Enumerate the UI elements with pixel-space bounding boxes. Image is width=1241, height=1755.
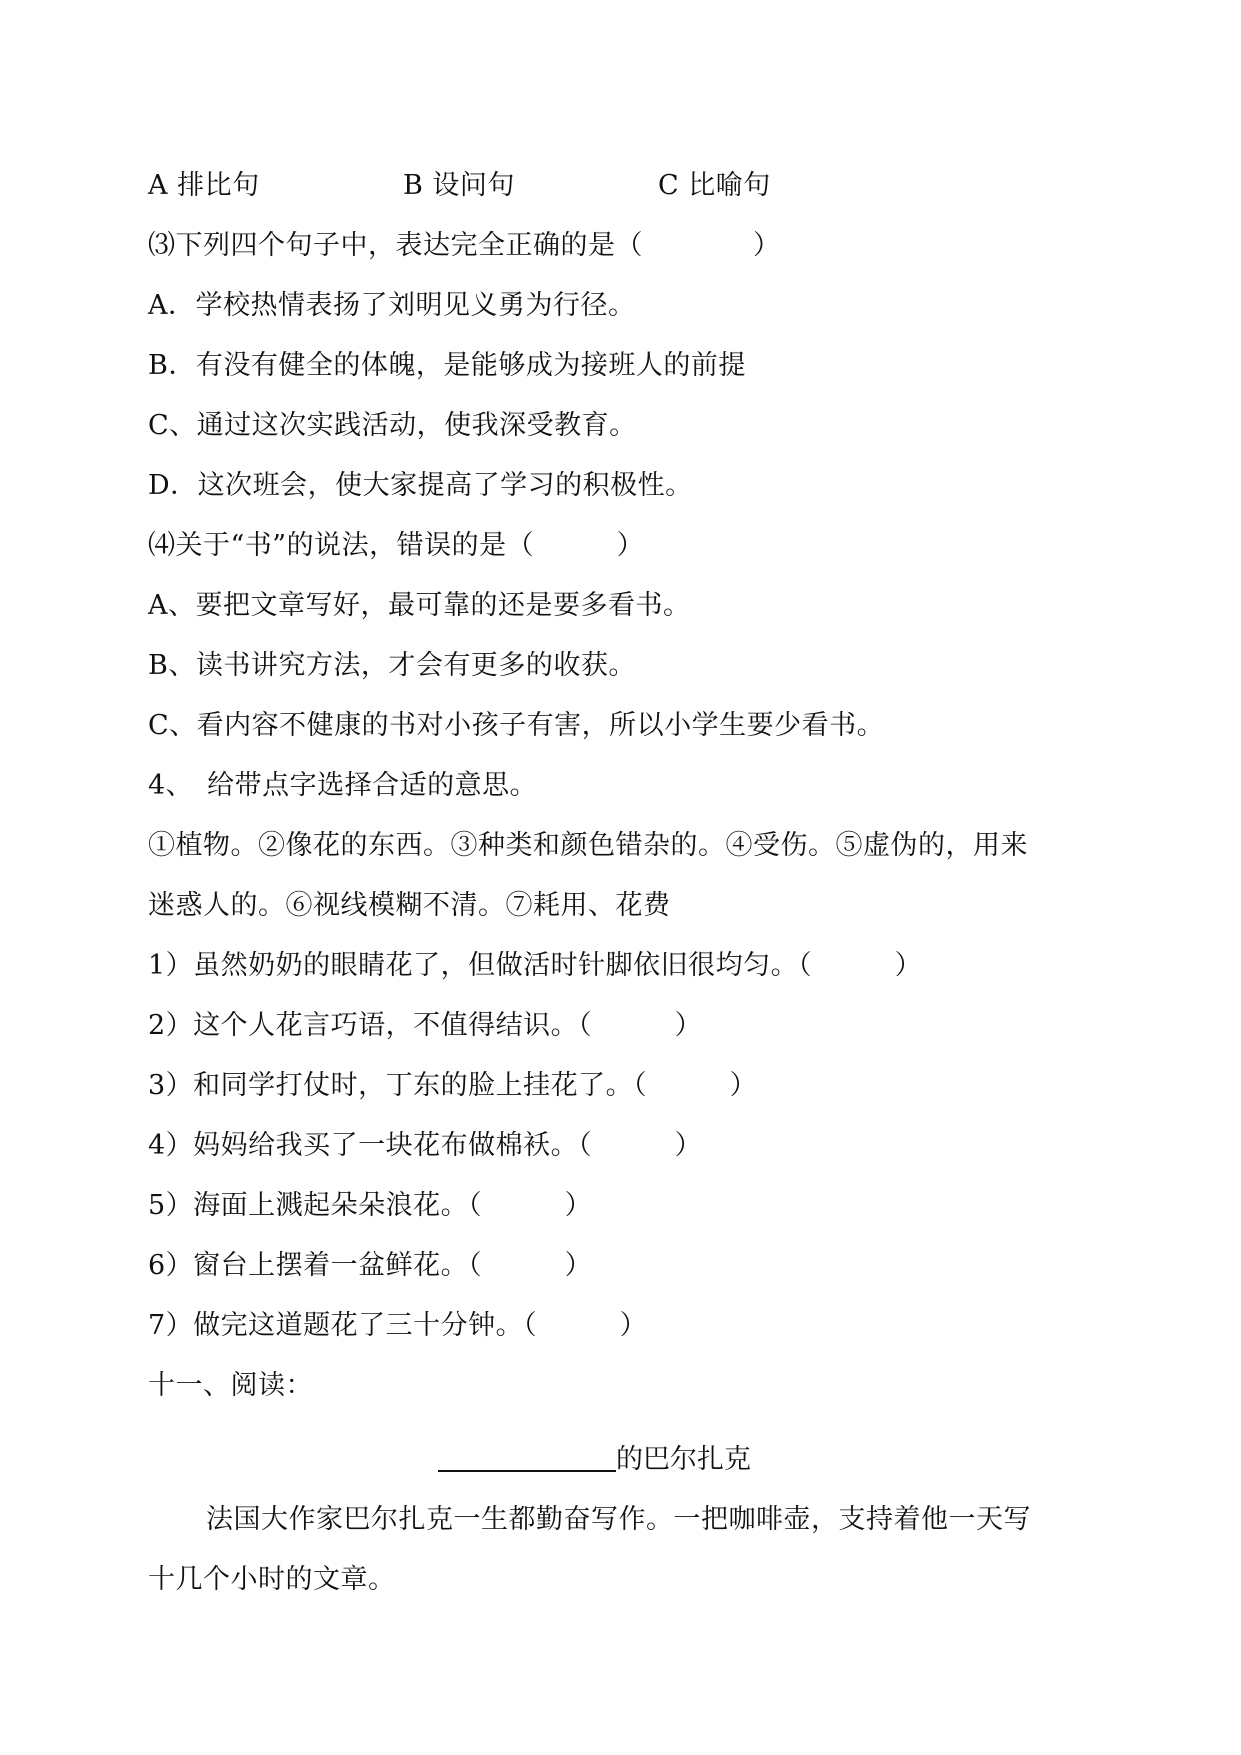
q4-option-b: B、读书讲究方法，才会有更多的收获。 [148, 650, 636, 681]
section4-item-2: 2）这个人花言巧语，不值得结识。（ ） [148, 1010, 703, 1041]
section4-item-5: 5）海面上溅起朵朵浪花。（ ） [148, 1190, 593, 1221]
reading-paragraph-line2: 十几个小时的文章。 [148, 1564, 396, 1595]
q3-option-b: B．有没有健全的体魄，是能够成为接班人的前提 [148, 350, 746, 381]
section4-item-1: 1）虽然奶奶的眼睛花了，但做活时针脚依旧很均匀。（ ） [148, 950, 923, 981]
q4-stem: ⑷关于“书”的说法，错误的是（ ） [148, 530, 645, 561]
q3-option-a: A．学校热情表扬了刘明见义勇为行径。 [148, 290, 636, 321]
section11-title: 十一、阅读： [148, 1370, 313, 1401]
q2-option-c: C 比喻句 [658, 170, 771, 201]
q4-option-c: C、看内容不健康的书对小孩子有害，所以小学生要少看书。 [148, 710, 885, 741]
q2-option-b: B 设问句 [403, 170, 515, 201]
q4-option-a: A、要把文章写好，最可靠的还是要多看书。 [148, 590, 691, 621]
q2-options [148, 168, 771, 204]
section4-item-4: 4）妈妈给我买了一块花布做棉袄。（ ） [148, 1130, 703, 1161]
section4-meanings-line2: 迷惑人的。⑥视线模糊不清。⑦耗用、花费 [148, 890, 671, 921]
section4-item-3: 3）和同学打仗时，丁东的脸上挂花了。（ ） [148, 1070, 758, 1101]
reading-title-blank [438, 1442, 616, 1472]
section4-item-6: 6）窗台上摆着一盆鲜花。（ ） [148, 1250, 593, 1281]
reading-title [438, 1442, 751, 1478]
section4-title: 4、 给带点字选择合适的意思。 [148, 770, 538, 801]
reading-paragraph-line1: 法国大作家巴尔扎克一生都勤奋写作。一把咖啡壶，支持着他一天写 [206, 1504, 1031, 1535]
q2-option-a: A 排比句 [148, 170, 260, 201]
q3-option-c: C、通过这次实践活动，使我深受教育。 [148, 410, 637, 441]
reading-title-text: 的巴尔扎克 [616, 1444, 751, 1475]
section4-item-7: 7）做完这道题花了三十分钟。（ ） [148, 1310, 648, 1341]
section4-meanings-line1: ①植物。②像花的东西。③种类和颜色错杂的。④受伤。⑤虚伪的，用来 [148, 830, 1028, 861]
q3-option-d: D．这次班会，使大家提高了学习的积极性。 [148, 470, 693, 501]
q3-stem: ⑶下列四个句子中，表达完全正确的是（ ） [148, 230, 781, 261]
